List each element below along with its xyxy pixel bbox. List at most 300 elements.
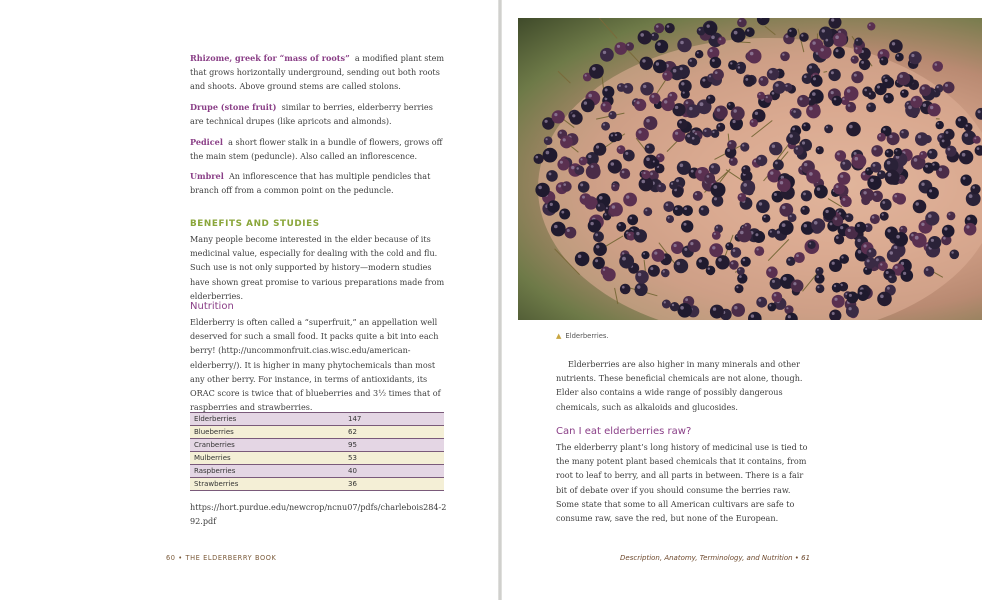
berry-highlight: [786, 35, 789, 38]
table-cell-name: Mulberries: [190, 452, 348, 465]
berry-highlight: [855, 157, 859, 161]
berry: [867, 91, 876, 100]
berry-highlight: [650, 172, 653, 175]
berry-highlight: [887, 161, 891, 165]
berry: [768, 303, 777, 312]
berry-highlight: [545, 120, 548, 123]
berry: [880, 212, 889, 221]
berry-highlight: [937, 123, 939, 125]
berry-highlight: [699, 29, 701, 31]
berry: [737, 228, 752, 243]
berry-highlight: [796, 254, 799, 257]
berry-highlight: [707, 24, 710, 27]
berry: [735, 284, 744, 293]
berry: [643, 207, 652, 216]
berry-highlight: [750, 52, 754, 56]
berry-highlight: [840, 175, 843, 178]
berry-highlight: [882, 214, 884, 216]
berry: [756, 297, 767, 308]
berry: [814, 185, 828, 199]
berry: [627, 214, 638, 225]
berry: [565, 227, 577, 239]
source-url: https://hort.purdue.edu/newcrop/ncnu07/pdfs/charlebois284-292.pdf: [190, 502, 447, 527]
berry: [835, 150, 846, 161]
berry: [787, 132, 800, 145]
berry-highlight: [622, 171, 625, 174]
berry-highlight: [834, 298, 837, 301]
definition-rhizome: [190, 51, 446, 94]
berry-highlight: [719, 38, 721, 40]
berry-highlight: [836, 236, 839, 239]
berry-highlight: [874, 193, 877, 196]
berry: [620, 168, 631, 179]
berry: [546, 170, 558, 182]
berry: [772, 292, 783, 303]
berry: [859, 59, 870, 70]
berry: [634, 229, 647, 242]
berry: [593, 257, 605, 269]
berry: [909, 51, 922, 64]
berry-highlight: [654, 252, 657, 255]
berry-highlight: [894, 195, 897, 198]
berry: [791, 280, 804, 293]
berry: [736, 64, 746, 74]
berry-highlight: [664, 100, 667, 103]
berry: [889, 39, 903, 53]
berry: [731, 106, 745, 120]
berry: [535, 183, 549, 197]
berry-highlight: [680, 164, 684, 168]
berry-highlight: [782, 223, 786, 227]
berry-highlight: [867, 259, 870, 262]
berry: [695, 50, 703, 58]
berry: [696, 257, 709, 270]
berry-highlight: [883, 128, 886, 131]
berry-highlight: [908, 106, 912, 110]
berry-highlight: [572, 114, 575, 117]
berry-highlight: [788, 315, 791, 318]
berry-highlight: [835, 217, 838, 220]
berry-highlight: [800, 97, 803, 100]
berry: [945, 146, 956, 157]
berry-highlight: [928, 214, 932, 218]
berry-highlight: [637, 285, 640, 288]
berry-highlight: [836, 185, 839, 188]
berry-highlight: [738, 269, 740, 271]
berry-highlight: [793, 110, 796, 113]
berry: [596, 203, 605, 212]
berry-highlight: [666, 203, 669, 206]
berry-highlight: [796, 147, 798, 149]
berry-highlight: [923, 104, 926, 107]
table-cell-name: Strawberries: [190, 478, 348, 491]
berry-highlight: [887, 229, 890, 232]
berry: [704, 173, 715, 184]
berry-highlight: [914, 158, 918, 162]
berry-highlight: [596, 145, 599, 148]
berry-highlight: [637, 101, 640, 104]
berry-highlight: [704, 130, 706, 132]
berry-highlight: [675, 106, 678, 109]
berry: [714, 106, 728, 120]
berry-highlight: [739, 20, 741, 22]
berry: [570, 112, 583, 125]
berry: [867, 248, 877, 258]
berry: [625, 42, 634, 51]
berry-highlight: [684, 223, 687, 226]
berry: [601, 122, 610, 131]
berry-highlight: [642, 59, 645, 62]
nutrition-text: Elderberry is often called a “superfruit,” an appellation well deserved for such a small food. It packs quite a bit into each berry! (http://uncommonfruit.cias.wisc.edu/american-elderberry/). It is higher in many phytochemicals than most any other berry. For instance, in terms of antioxidants, its ORAC score is twice that of blueberries and 3½ times that of raspberries and strawberries.: [190, 317, 441, 413]
berry: [915, 132, 929, 146]
berry-highlight: [653, 161, 655, 163]
berry: [877, 133, 886, 142]
berry-highlight: [863, 173, 866, 176]
berry: [559, 209, 570, 220]
berry-highlight: [699, 259, 702, 262]
berry-highlight: [817, 269, 819, 271]
caption-triangle-icon: ▲: [556, 332, 562, 340]
berry-highlight: [764, 216, 766, 218]
berry-highlight: [656, 25, 659, 28]
berry: [942, 225, 955, 238]
berry-highlight: [768, 269, 771, 272]
berry-highlight: [561, 211, 564, 214]
berry: [681, 220, 693, 232]
definition-term: Drupe (stone fruit): [190, 102, 277, 112]
berry-highlight: [606, 207, 608, 209]
berry-highlight: [716, 226, 718, 228]
berry-highlight: [783, 277, 787, 281]
berry: [740, 180, 755, 195]
berry-highlight: [717, 108, 720, 111]
berry: [943, 129, 954, 140]
berry: [757, 92, 765, 100]
berry: [932, 61, 943, 72]
berry-highlight: [965, 133, 969, 137]
berry-highlight: [786, 307, 788, 309]
elderberries-illustration: [518, 18, 982, 320]
berry-highlight: [638, 130, 641, 133]
berry-highlight: [880, 51, 883, 54]
berry: [654, 23, 664, 33]
berry: [665, 23, 675, 33]
benefits-text: Many people become interested in the elder because of its medicinal value, especially for dealing with the cold and flu. Such use is not only supported by history—modern studies have shown great promise to various preparations made from elderberries.: [190, 234, 445, 301]
berry: [710, 305, 724, 319]
berry-highlight: [613, 185, 615, 187]
berry-highlight: [580, 183, 583, 186]
berry-highlight: [812, 41, 815, 44]
berry: [960, 175, 971, 186]
berry-highlight: [967, 217, 970, 220]
berry: [716, 123, 725, 132]
definition-umbrel: [190, 169, 446, 197]
berry-highlight: [922, 87, 925, 90]
berry-highlight: [760, 78, 763, 81]
table-cell-value: 95: [348, 439, 444, 452]
berry-highlight: [869, 250, 872, 253]
table-row: [190, 465, 444, 478]
berry: [662, 300, 671, 309]
berry: [846, 122, 861, 137]
minerals-text: Elderberries are also higher in many minerals and other nutrients. These beneficial chemicals are not alone, though. Elder also contains a wide range of possibly dangerous chemicals, such as alkaloids and glucosides.: [556, 359, 803, 412]
berry: [791, 108, 801, 118]
berry: [620, 284, 631, 295]
berry: [925, 211, 939, 225]
berry-highlight: [809, 107, 813, 111]
berry: [861, 188, 874, 201]
berry: [802, 122, 811, 131]
berry-highlight: [775, 84, 778, 87]
berry-highlight: [700, 102, 704, 106]
berry: [575, 165, 585, 175]
berry-highlight: [630, 217, 633, 220]
berry: [589, 163, 600, 174]
berry: [709, 243, 723, 257]
berry: [611, 183, 619, 191]
berry-highlight: [669, 94, 672, 97]
berry-highlight: [974, 137, 976, 139]
berry: [593, 143, 606, 156]
berry-highlight: [813, 77, 816, 80]
berry-highlight: [864, 89, 867, 92]
berry-highlight: [588, 155, 591, 158]
berry-highlight: [536, 156, 539, 159]
berry-highlight: [695, 193, 697, 195]
berry: [579, 157, 588, 166]
berry: [623, 193, 637, 207]
table-row: [190, 413, 444, 426]
berry: [669, 181, 678, 190]
berry-highlight: [687, 135, 690, 138]
berry: [608, 159, 622, 173]
berry: [837, 172, 850, 185]
berry: [640, 57, 653, 70]
berry: [950, 250, 960, 260]
berry-highlight: [869, 93, 871, 95]
berry-highlight: [814, 221, 818, 225]
berry-highlight: [926, 268, 929, 271]
berry: [892, 193, 902, 203]
berry: [777, 178, 791, 192]
berry-highlight: [825, 210, 828, 213]
berry-highlight: [929, 151, 932, 154]
berry: [900, 89, 909, 98]
table-cell-value: 62: [348, 426, 444, 439]
berry-highlight: [643, 253, 645, 255]
berry-highlight: [809, 66, 812, 69]
berry-highlight: [882, 201, 885, 204]
berry: [829, 18, 842, 29]
definition-term: Umbrel: [190, 171, 224, 181]
berry-highlight: [863, 191, 866, 194]
berry: [928, 236, 941, 249]
berry-highlight: [538, 186, 542, 190]
berry-highlight: [772, 92, 775, 95]
berry-highlight: [718, 125, 720, 127]
berry: [824, 125, 833, 134]
berry: [943, 82, 955, 94]
berry: [883, 93, 894, 104]
berry-highlight: [901, 227, 903, 229]
berry-highlight: [832, 312, 835, 315]
berry: [575, 252, 590, 267]
berry: [936, 121, 944, 129]
berry-highlight: [679, 121, 682, 124]
berry-highlight: [897, 55, 899, 57]
berry-highlight: [714, 197, 717, 200]
berry-highlight: [710, 49, 713, 52]
berry: [797, 95, 809, 107]
berry-highlight: [643, 85, 646, 88]
berry-highlight: [745, 224, 747, 226]
berry: [882, 77, 894, 89]
berry-highlight: [677, 262, 681, 266]
berry-highlight: [812, 92, 816, 96]
berry: [877, 292, 892, 307]
berry-highlight: [758, 299, 761, 302]
berry: [677, 303, 692, 318]
berry: [779, 220, 794, 235]
berry-highlight: [563, 138, 566, 141]
berry-highlight: [944, 227, 947, 230]
berry-highlight: [921, 153, 923, 155]
berry-highlight: [817, 187, 820, 190]
berry-highlight: [675, 207, 678, 210]
berry-highlight: [803, 193, 806, 196]
berry-highlight: [733, 120, 736, 123]
berry: [753, 231, 765, 243]
raw-text: The elderberry plant’s long history of medicinal use is tied to the many potent plant based chemicals that it contains, from root to leaf to berry, and all parts in between. There is a fair bit of debate over if you should consume the berries raw. Some state that some to all American cultivars are safe to consume raw, save the red, but none of the European.: [556, 442, 808, 524]
berry: [970, 184, 980, 194]
berry-highlight: [942, 140, 945, 143]
berry-highlight: [636, 232, 639, 235]
berry: [829, 259, 842, 272]
berry-highlight: [804, 124, 806, 126]
berry-highlight: [729, 142, 731, 144]
berry: [690, 135, 701, 146]
berry: [593, 242, 607, 256]
berry-highlight: [929, 189, 932, 192]
berry-highlight: [743, 167, 745, 169]
berry-highlight: [847, 89, 851, 93]
berry-highlight: [709, 75, 711, 77]
berry-highlight: [739, 195, 741, 197]
berry: [901, 269, 914, 282]
berry-highlight: [962, 153, 966, 157]
berry-highlight: [559, 132, 561, 134]
berry: [773, 81, 786, 94]
berry-highlight: [713, 307, 716, 310]
berry-highlight: [756, 248, 758, 250]
berry: [879, 56, 888, 65]
berry-highlight: [801, 34, 803, 36]
berry-highlight: [554, 113, 557, 116]
berry-highlight: [880, 295, 884, 299]
berry: [823, 37, 833, 47]
berry: [910, 96, 922, 108]
berry-highlight: [775, 162, 778, 165]
table-cell-name: Elderberries: [190, 413, 348, 426]
minerals-paragraph: [556, 357, 812, 414]
berry: [852, 154, 867, 169]
source-url-block: [190, 500, 448, 528]
berry-highlight: [736, 286, 738, 288]
raw-paragraph: [556, 440, 812, 525]
berry-highlight: [858, 250, 862, 254]
berry-highlight: [770, 231, 772, 233]
berry-highlight: [958, 118, 961, 121]
berry-highlight: [702, 79, 705, 82]
berry: [544, 136, 553, 145]
berry-highlight: [622, 252, 624, 254]
berry-highlight: [691, 170, 694, 173]
berry: [894, 148, 902, 156]
berry: [614, 42, 627, 55]
berry-highlight: [792, 128, 795, 131]
berry-highlight: [841, 256, 843, 258]
berry-highlight: [902, 91, 904, 93]
berry-highlight: [831, 18, 834, 21]
berry-highlight: [930, 106, 933, 109]
berry-highlight: [690, 60, 692, 62]
berry-highlight: [886, 151, 888, 153]
book-gutter: [498, 0, 502, 600]
berry: [613, 132, 622, 141]
photo-caption: [556, 332, 609, 340]
berry-highlight: [885, 79, 888, 82]
berry-highlight: [931, 239, 934, 242]
berry: [616, 222, 626, 232]
berry-highlight: [835, 35, 839, 39]
berry-highlight: [681, 82, 684, 85]
berry-highlight: [758, 157, 761, 160]
berry-highlight: [845, 293, 847, 295]
berry: [846, 305, 859, 318]
berry-stem: [592, 18, 617, 38]
berry-highlight: [684, 207, 687, 210]
berry: [794, 145, 804, 155]
berry-highlight: [707, 175, 710, 178]
berry-highlight: [591, 165, 594, 168]
berry: [552, 110, 565, 123]
berry-highlight: [712, 131, 714, 133]
berry: [737, 18, 747, 27]
berry-highlight: [603, 51, 606, 54]
berry-highlight: [618, 224, 620, 226]
berry: [855, 222, 867, 234]
berry-highlight: [881, 58, 883, 60]
berry-highlight: [854, 74, 857, 77]
berry: [653, 60, 667, 74]
berry-highlight: [585, 74, 587, 76]
berry: [619, 254, 634, 269]
berry: [674, 259, 689, 274]
berry: [670, 302, 679, 311]
berry-highlight: [650, 267, 653, 270]
berry: [808, 241, 816, 249]
berry: [688, 58, 698, 68]
berry: [657, 183, 667, 193]
berry: [712, 231, 721, 240]
table-row: [190, 478, 444, 491]
berry: [682, 205, 693, 216]
berry-highlight: [817, 286, 819, 288]
definition-term: Pedicel: [190, 137, 223, 147]
berry-highlight: [685, 298, 688, 301]
definition-drupe: [190, 100, 446, 128]
berry: [885, 149, 894, 158]
